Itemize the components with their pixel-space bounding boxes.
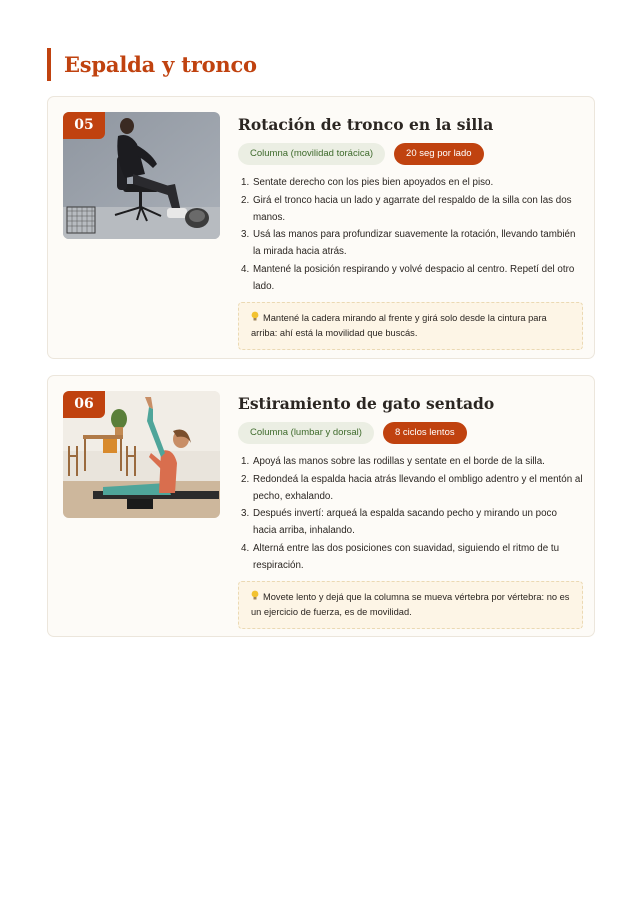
exercise-number-badge: 05	[63, 112, 105, 139]
step-text: Redondeá la espalda hacia atrás llevando el ombligo adentro y el mentón al pecho, exhalando.	[253, 473, 583, 502]
exercise-photo	[63, 391, 220, 518]
exercise-title: Rotación de tronco en la silla	[238, 115, 494, 134]
step-text: Usá las manos para profundizar suavemente la rotación, llevando también la mirada hacia atrás.	[253, 229, 576, 257]
step-item	[238, 471, 583, 505]
exercise-number-badge: 06	[63, 391, 105, 418]
step-item	[238, 453, 583, 470]
duration-tag: 8 ciclos lentos	[383, 422, 467, 444]
step-text: Alterná entre las dos posiciones con suavidad, siguiendo el ritmo de tu respiración.	[253, 542, 560, 571]
step-item	[238, 261, 583, 295]
step-item	[238, 192, 583, 226]
step-text: Después invertí: arqueá la espalda sacando pecho y mirando un poco hacia arriba, inhalando.	[253, 508, 557, 536]
exercise-content	[238, 390, 583, 629]
exercise-photo	[63, 112, 220, 239]
step-number: 4.	[241, 542, 250, 554]
steps-list	[238, 174, 583, 295]
step-text: Mantené la posición respirando y volvé despacio al centro. Repetí del otro lado.	[253, 263, 575, 292]
step-text: Apoyá las manos sobre las rodillas y sentate en el borde de la silla.	[253, 456, 545, 467]
step-text: Sentate derecho con los pies bien apoyados en el piso.	[253, 177, 494, 188]
exercise-title: Estiramiento de gato sentado	[238, 394, 495, 413]
step-item	[238, 174, 583, 191]
exercise-card	[47, 375, 595, 637]
step-item	[238, 505, 583, 539]
exercise-tags	[238, 422, 583, 444]
duration-tag: 20 seg por lado	[394, 143, 484, 165]
tip-text: Mantené la cadera mirando al frente y girá solo desde la cintura para arriba: ahí está la movilidad que buscás.	[251, 312, 547, 338]
step-number: 2.	[241, 194, 250, 206]
exercise-tags	[238, 143, 583, 165]
step-item	[238, 226, 583, 260]
step-number: 4.	[241, 263, 250, 275]
exercise-card	[47, 96, 595, 359]
tip-box	[238, 302, 583, 350]
step-text: Girá el tronco hacia un lado y agarrate del respaldo de la silla con las dos manos.	[253, 194, 572, 223]
exercise-content	[238, 111, 583, 350]
step-item	[238, 540, 583, 574]
steps-list	[238, 453, 583, 574]
step-number: 1.	[241, 177, 250, 188]
section-title: Espalda y tronco	[47, 48, 257, 81]
step-number: 1.	[241, 456, 250, 467]
lightbulb-icon	[251, 311, 259, 322]
step-number: 2.	[241, 473, 250, 485]
tip-box	[238, 581, 583, 629]
area-tag: Columna (movilidad torácica)	[238, 143, 385, 165]
step-number: 3.	[241, 229, 250, 240]
lightbulb-icon	[251, 590, 259, 601]
step-number: 3.	[241, 508, 250, 519]
tip-text: Movete lento y dejá que la columna se mueva vértebra por vértebra: no es un ejercicio de fuerza, es de movilidad.	[251, 591, 570, 617]
area-tag: Columna (lumbar y dorsal)	[238, 422, 374, 444]
